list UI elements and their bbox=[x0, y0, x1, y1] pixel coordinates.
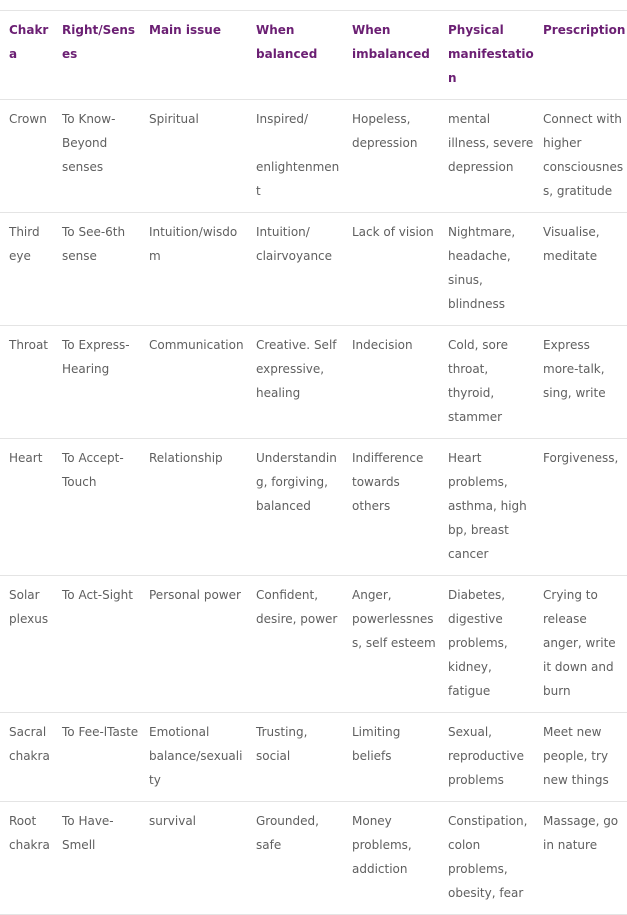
header-chakra: Chakra bbox=[0, 11, 53, 100]
cell-right-senses: To See-6th sense bbox=[53, 213, 140, 326]
cell-main-issue: survival bbox=[140, 802, 247, 915]
cell-physical-manifestation: mental illness, severe depression bbox=[439, 100, 534, 213]
chakra-table bbox=[0, 10, 627, 915]
cell-right-senses: To Express-Hearing bbox=[53, 326, 140, 439]
cell-when-balanced: Intuition/ clairvoyance bbox=[247, 213, 343, 326]
cell-when-imbalanced: Indecision bbox=[343, 326, 439, 439]
cell-prescription: Express more-talk, sing, write bbox=[534, 326, 627, 439]
header-main-issue: Main issue bbox=[140, 11, 247, 100]
cell-when-balanced: Creative. Self expressive, healing bbox=[247, 326, 343, 439]
cell-prescription: Visualise, meditate bbox=[534, 213, 627, 326]
cell-when-imbalanced: Anger, powerlessness, self esteem bbox=[343, 576, 439, 713]
header-physical-manifestation: Physical manifestation bbox=[439, 11, 534, 100]
cell-when-balanced: Grounded, safe bbox=[247, 802, 343, 915]
cell-main-issue: Intuition/wisdom bbox=[140, 213, 247, 326]
cell-when-imbalanced: Lack of vision bbox=[343, 213, 439, 326]
table-body bbox=[0, 100, 627, 915]
cell-when-imbalanced: Money problems, addiction bbox=[343, 802, 439, 915]
cell-chakra: Heart bbox=[0, 439, 53, 576]
cell-physical-manifestation: Cold, sore throat, thyroid, stammer bbox=[439, 326, 534, 439]
cell-main-issue: Relationship bbox=[140, 439, 247, 576]
cell-prescription: Forgiveness, bbox=[534, 439, 627, 576]
cell-chakra: Crown bbox=[0, 100, 53, 213]
cell-chakra: Third eye bbox=[0, 213, 53, 326]
cell-physical-manifestation: Constipation, colon problems, obesity, fear bbox=[439, 802, 534, 915]
header-row bbox=[0, 11, 627, 100]
table-row bbox=[0, 213, 627, 326]
cell-right-senses: To Know-Beyond senses bbox=[53, 100, 140, 213]
cell-when-imbalanced: Indifference towards others bbox=[343, 439, 439, 576]
cell-physical-manifestation: Heart problems, asthma, high bp, breast cancer bbox=[439, 439, 534, 576]
table-row bbox=[0, 439, 627, 576]
cell-chakra: Solar plexus bbox=[0, 576, 53, 713]
table-header bbox=[0, 11, 627, 100]
table-row bbox=[0, 576, 627, 713]
cell-when-balanced: Understanding, forgiving, balanced bbox=[247, 439, 343, 576]
cell-main-issue: Spiritual bbox=[140, 100, 247, 213]
cell-chakra: Throat bbox=[0, 326, 53, 439]
cell-prescription: Meet new people, try new things bbox=[534, 713, 627, 802]
cell-prescription: Massage, go in nature bbox=[534, 802, 627, 915]
cell-physical-manifestation: Sexual, reproductive problems bbox=[439, 713, 534, 802]
cell-right-senses: To Accept-Touch bbox=[53, 439, 140, 576]
header-right-senses: Right/Senses bbox=[53, 11, 140, 100]
cell-prescription: Connect with higher consciousness, gratitude bbox=[534, 100, 627, 213]
table-row bbox=[0, 713, 627, 802]
table-row bbox=[0, 326, 627, 439]
cell-main-issue: Personal power bbox=[140, 576, 247, 713]
cell-prescription: Crying to release anger, write it down and burn bbox=[534, 576, 627, 713]
cell-when-imbalanced: Hopeless, depression bbox=[343, 100, 439, 213]
header-when-imbalanced: When imbalanced bbox=[343, 11, 439, 100]
cell-when-balanced: Trusting, social bbox=[247, 713, 343, 802]
cell-main-issue: Communication bbox=[140, 326, 247, 439]
table-row bbox=[0, 802, 627, 915]
cell-when-imbalanced: Limiting beliefs bbox=[343, 713, 439, 802]
cell-when-balanced: Inspired/ enlightenment bbox=[247, 100, 343, 213]
cell-right-senses: To Act-Sight bbox=[53, 576, 140, 713]
cell-main-issue: Emotional balance/sexuality bbox=[140, 713, 247, 802]
cell-physical-manifestation: Nightmare, headache, sinus, blindness bbox=[439, 213, 534, 326]
cell-chakra: Sacral chakra bbox=[0, 713, 53, 802]
cell-when-balanced: Confident, desire, power bbox=[247, 576, 343, 713]
cell-right-senses: To Fee-lTaste bbox=[53, 713, 140, 802]
header-prescription: Prescription bbox=[534, 11, 627, 100]
table-row bbox=[0, 100, 627, 213]
cell-chakra: Root chakra bbox=[0, 802, 53, 915]
cell-right-senses: To Have-Smell bbox=[53, 802, 140, 915]
header-when-balanced: When balanced bbox=[247, 11, 343, 100]
cell-physical-manifestation: Diabetes, digestive problems, kidney, fatigue bbox=[439, 576, 534, 713]
